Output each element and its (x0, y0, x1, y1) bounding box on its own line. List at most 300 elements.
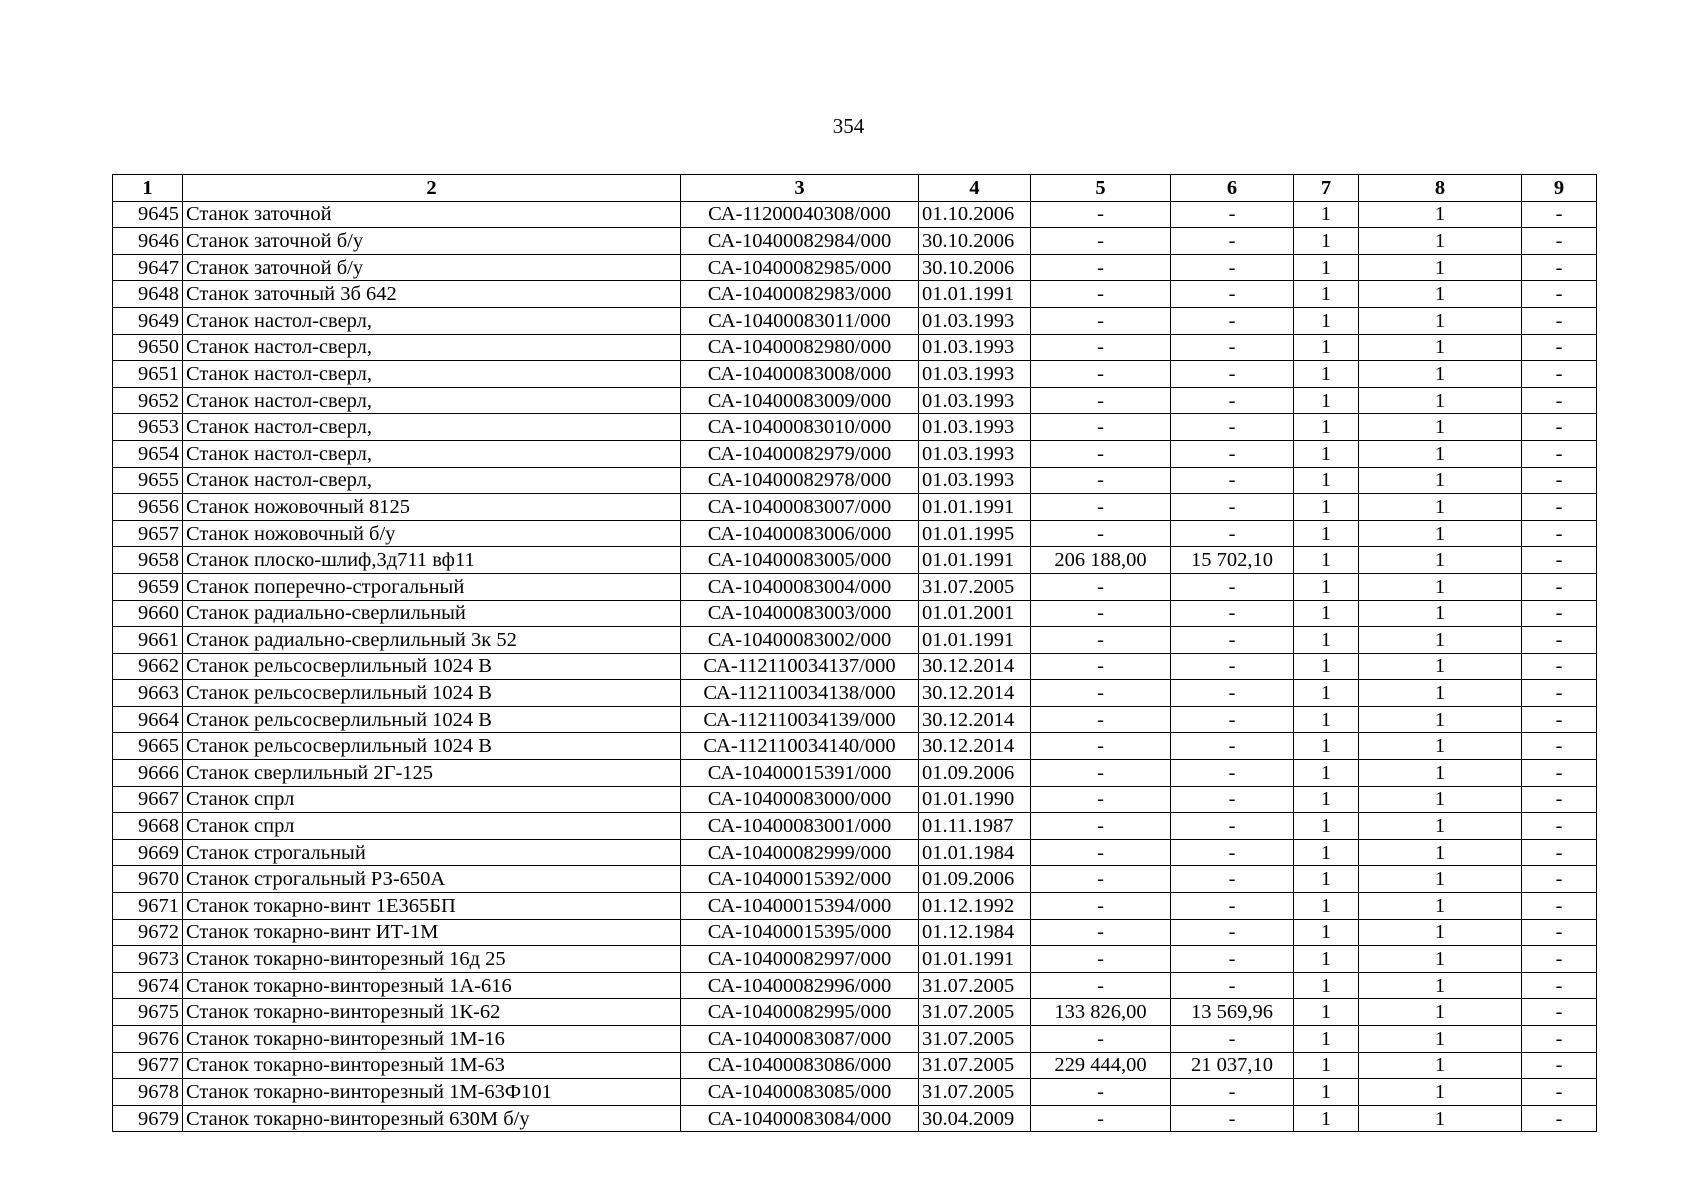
column-header-2: 2 (183, 175, 681, 202)
row-number-cell: 9675 (113, 999, 183, 1026)
item-name-cell: Станок поперечно-строгальный (183, 573, 681, 600)
inventory-code-cell: СА-10400082985/000 (681, 254, 919, 281)
row-number-cell: 9668 (113, 813, 183, 840)
table-row (113, 706, 1597, 733)
item-name-cell: Станок токарно-винт 1Е365БП (183, 893, 681, 920)
row-number-cell: 9674 (113, 972, 183, 999)
value-7-cell: 1 (1294, 414, 1359, 441)
table-row (113, 733, 1597, 760)
row-number-cell: 9648 (113, 281, 183, 308)
row-number-cell: 9664 (113, 706, 183, 733)
value-6-cell: - (1171, 414, 1294, 441)
date-cell: 01.01.1991 (919, 281, 1031, 308)
table-row (113, 627, 1597, 654)
column-header-3: 3 (681, 175, 919, 202)
date-cell: 30.12.2014 (919, 653, 1031, 680)
value-6-cell: - (1171, 440, 1294, 467)
value-5-cell: - (1031, 946, 1171, 973)
item-name-cell: Станок рельсосверлильный 1024 В (183, 653, 681, 680)
table-row (113, 680, 1597, 707)
value-9-cell: - (1522, 1105, 1597, 1132)
value-9-cell: - (1522, 760, 1597, 787)
date-cell: 31.07.2005 (919, 972, 1031, 999)
date-cell: 01.03.1993 (919, 307, 1031, 334)
inventory-code-cell: СА-10400083003/000 (681, 600, 919, 627)
value-8-cell: 1 (1359, 387, 1522, 414)
value-8-cell: 1 (1359, 946, 1522, 973)
table-row (113, 653, 1597, 680)
item-name-cell: Станок радиально-сверлильный (183, 600, 681, 627)
table-row (113, 919, 1597, 946)
value-5-cell: - (1031, 786, 1171, 813)
value-8-cell: 1 (1359, 999, 1522, 1026)
row-number-cell: 9655 (113, 467, 183, 494)
table-row (113, 440, 1597, 467)
table-row (113, 387, 1597, 414)
value-5-cell: 133 826,00 (1031, 999, 1171, 1026)
value-8-cell: 1 (1359, 680, 1522, 707)
inventory-code-cell: СА-10400015395/000 (681, 919, 919, 946)
row-number-cell: 9659 (113, 573, 183, 600)
date-cell: 01.01.1991 (919, 494, 1031, 521)
table-row (113, 946, 1597, 973)
item-name-cell: Станок заточной (183, 201, 681, 228)
item-name-cell: Станок настол-сверл, (183, 334, 681, 361)
value-9-cell: - (1522, 494, 1597, 521)
table-row (113, 334, 1597, 361)
value-7-cell: 1 (1294, 627, 1359, 654)
value-9-cell: - (1522, 680, 1597, 707)
row-number-cell: 9662 (113, 653, 183, 680)
inventory-code-cell: СА-112110034138/000 (681, 680, 919, 707)
page-number: 354 (832, 114, 865, 138)
value-6-cell: - (1171, 600, 1294, 627)
column-header-4: 4 (919, 175, 1031, 202)
item-name-cell: Станок токарно-винт ИТ-1М (183, 919, 681, 946)
date-cell: 30.10.2006 (919, 254, 1031, 281)
value-6-cell: 21 037,10 (1171, 1052, 1294, 1079)
value-6-cell: - (1171, 946, 1294, 973)
table-row (113, 1079, 1597, 1106)
value-8-cell: 1 (1359, 467, 1522, 494)
value-5-cell: - (1031, 494, 1171, 521)
value-5-cell: - (1031, 972, 1171, 999)
row-number-cell: 9653 (113, 414, 183, 441)
value-8-cell: 1 (1359, 228, 1522, 255)
value-6-cell: - (1171, 706, 1294, 733)
inventory-code-cell: СА-10400082997/000 (681, 946, 919, 973)
value-7-cell: 1 (1294, 706, 1359, 733)
inventory-code-cell: СА-10400083008/000 (681, 361, 919, 388)
row-number-cell: 9677 (113, 1052, 183, 1079)
inventory-code-cell: СА-10400015394/000 (681, 893, 919, 920)
value-7-cell: 1 (1294, 1079, 1359, 1106)
value-5-cell: 229 444,00 (1031, 1052, 1171, 1079)
table-row (113, 467, 1597, 494)
value-5-cell: - (1031, 281, 1171, 308)
value-9-cell: - (1522, 228, 1597, 255)
item-name-cell: Станок токарно-винторезный 1М-63Ф101 (183, 1079, 681, 1106)
value-6-cell: - (1171, 680, 1294, 707)
row-number-cell: 9657 (113, 520, 183, 547)
date-cell: 01.09.2006 (919, 760, 1031, 787)
value-7-cell: 1 (1294, 254, 1359, 281)
inventory-code-cell: СА-10400082999/000 (681, 839, 919, 866)
item-name-cell: Станок токарно-винторезный 1К-62 (183, 999, 681, 1026)
value-9-cell: - (1522, 573, 1597, 600)
value-9-cell: - (1522, 919, 1597, 946)
value-7-cell: 1 (1294, 547, 1359, 574)
date-cell: 01.01.1991 (919, 547, 1031, 574)
value-6-cell: - (1171, 307, 1294, 334)
value-9-cell: - (1522, 281, 1597, 308)
inventory-code-cell: СА-10400083011/000 (681, 307, 919, 334)
value-5-cell: - (1031, 653, 1171, 680)
value-5-cell: - (1031, 254, 1171, 281)
date-cell: 30.12.2014 (919, 680, 1031, 707)
date-cell: 31.07.2005 (919, 573, 1031, 600)
table-body (113, 201, 1597, 1132)
table-row (113, 494, 1597, 521)
inventory-code-cell: СА-10400083006/000 (681, 520, 919, 547)
item-name-cell: Станок настол-сверл, (183, 307, 681, 334)
inventory-code-cell: СА-10400082984/000 (681, 228, 919, 255)
date-cell: 01.03.1993 (919, 414, 1031, 441)
inventory-code-cell: СА-10400015392/000 (681, 866, 919, 893)
value-9-cell: - (1522, 334, 1597, 361)
item-name-cell: Станок спрл (183, 813, 681, 840)
row-number-cell: 9663 (113, 680, 183, 707)
value-7-cell: 1 (1294, 1052, 1359, 1079)
value-9-cell: - (1522, 786, 1597, 813)
inventory-code-cell: СА-112110034139/000 (681, 706, 919, 733)
inventory-code-cell: СА-10400082979/000 (681, 440, 919, 467)
value-5-cell: - (1031, 893, 1171, 920)
item-name-cell: Станок токарно-винторезный 630М б/у (183, 1105, 681, 1132)
row-number-cell: 9650 (113, 334, 183, 361)
date-cell: 01.09.2006 (919, 866, 1031, 893)
item-name-cell: Станок ножовочный 8125 (183, 494, 681, 521)
value-5-cell: - (1031, 387, 1171, 414)
item-name-cell: Станок рельсосверлильный 1024 В (183, 706, 681, 733)
inventory-code-cell: СА-10400082995/000 (681, 999, 919, 1026)
row-number-cell: 9666 (113, 760, 183, 787)
row-number-cell: 9667 (113, 786, 183, 813)
value-7-cell: 1 (1294, 866, 1359, 893)
value-9-cell: - (1522, 946, 1597, 973)
value-9-cell: - (1522, 547, 1597, 574)
value-6-cell: 15 702,10 (1171, 547, 1294, 574)
item-name-cell: Станок настол-сверл, (183, 467, 681, 494)
value-8-cell: 1 (1359, 1079, 1522, 1106)
date-cell: 31.07.2005 (919, 999, 1031, 1026)
value-7-cell: 1 (1294, 494, 1359, 521)
value-7-cell: 1 (1294, 1026, 1359, 1053)
value-5-cell: - (1031, 760, 1171, 787)
value-5-cell: - (1031, 680, 1171, 707)
item-name-cell: Станок спрл (183, 786, 681, 813)
row-number-cell: 9651 (113, 361, 183, 388)
item-name-cell: Станок ножовочный б/у (183, 520, 681, 547)
value-8-cell: 1 (1359, 653, 1522, 680)
value-6-cell: 13 569,96 (1171, 999, 1294, 1026)
value-8-cell: 1 (1359, 361, 1522, 388)
row-number-cell: 9669 (113, 839, 183, 866)
row-number-cell: 9665 (113, 733, 183, 760)
inventory-code-cell: СА-10400082996/000 (681, 972, 919, 999)
value-5-cell: - (1031, 706, 1171, 733)
date-cell: 30.04.2009 (919, 1105, 1031, 1132)
value-7-cell: 1 (1294, 680, 1359, 707)
value-7-cell: 1 (1294, 786, 1359, 813)
value-5-cell: - (1031, 733, 1171, 760)
value-7-cell: 1 (1294, 919, 1359, 946)
item-name-cell: Станок настол-сверл, (183, 414, 681, 441)
value-6-cell: - (1171, 760, 1294, 787)
value-6-cell: - (1171, 361, 1294, 388)
inventory-code-cell: СА-112110034137/000 (681, 653, 919, 680)
value-9-cell: - (1522, 653, 1597, 680)
value-7-cell: 1 (1294, 307, 1359, 334)
table-row (113, 1105, 1597, 1132)
value-7-cell: 1 (1294, 600, 1359, 627)
column-header-1: 1 (113, 175, 183, 202)
item-name-cell: Станок заточный 3б 642 (183, 281, 681, 308)
item-name-cell: Станок заточной б/у (183, 228, 681, 255)
row-number-cell: 9660 (113, 600, 183, 627)
item-name-cell: Станок настол-сверл, (183, 440, 681, 467)
value-6-cell: - (1171, 520, 1294, 547)
value-6-cell: - (1171, 627, 1294, 654)
value-5-cell: - (1031, 414, 1171, 441)
table-row (113, 893, 1597, 920)
value-8-cell: 1 (1359, 201, 1522, 228)
item-name-cell: Станок токарно-винторезный 1М-63 (183, 1052, 681, 1079)
value-6-cell: - (1171, 1105, 1294, 1132)
date-cell: 01.01.2001 (919, 600, 1031, 627)
value-6-cell: - (1171, 786, 1294, 813)
table-row (113, 414, 1597, 441)
item-name-cell: Станок строгальный (183, 839, 681, 866)
inventory-code-cell: СА-10400083086/000 (681, 1052, 919, 1079)
table-row (113, 1052, 1597, 1079)
value-5-cell: - (1031, 334, 1171, 361)
inventory-code-cell: СА-10400083009/000 (681, 387, 919, 414)
table-row (113, 307, 1597, 334)
value-6-cell: - (1171, 254, 1294, 281)
value-7-cell: 1 (1294, 839, 1359, 866)
date-cell: 01.03.1993 (919, 361, 1031, 388)
value-9-cell: - (1522, 999, 1597, 1026)
value-9-cell: - (1522, 467, 1597, 494)
value-8-cell: 1 (1359, 919, 1522, 946)
value-9-cell: - (1522, 414, 1597, 441)
value-8-cell: 1 (1359, 733, 1522, 760)
table-row (113, 547, 1597, 574)
value-9-cell: - (1522, 627, 1597, 654)
table-header-row (113, 175, 1597, 202)
value-9-cell: - (1522, 520, 1597, 547)
inventory-code-cell: СА-10400083007/000 (681, 494, 919, 521)
value-6-cell: - (1171, 813, 1294, 840)
value-6-cell: - (1171, 653, 1294, 680)
column-header-9: 9 (1522, 175, 1597, 202)
date-cell: 01.03.1993 (919, 387, 1031, 414)
inventory-code-cell: СА-10400083087/000 (681, 1026, 919, 1053)
value-5-cell: - (1031, 307, 1171, 334)
date-cell: 01.03.1993 (919, 467, 1031, 494)
date-cell: 30.12.2014 (919, 733, 1031, 760)
row-number-cell: 9676 (113, 1026, 183, 1053)
value-9-cell: - (1522, 1026, 1597, 1053)
value-5-cell: - (1031, 467, 1171, 494)
table-row (113, 999, 1597, 1026)
table-row (113, 361, 1597, 388)
value-7-cell: 1 (1294, 1105, 1359, 1132)
date-cell: 01.12.1984 (919, 919, 1031, 946)
value-8-cell: 1 (1359, 866, 1522, 893)
value-6-cell: - (1171, 334, 1294, 361)
column-header-5: 5 (1031, 175, 1171, 202)
value-6-cell: - (1171, 467, 1294, 494)
date-cell: 31.07.2005 (919, 1052, 1031, 1079)
table-row (113, 281, 1597, 308)
value-9-cell: - (1522, 972, 1597, 999)
table-row (113, 573, 1597, 600)
value-7-cell: 1 (1294, 999, 1359, 1026)
date-cell: 01.01.1991 (919, 946, 1031, 973)
table-row (113, 1026, 1597, 1053)
table-row (113, 839, 1597, 866)
value-8-cell: 1 (1359, 254, 1522, 281)
date-cell: 01.10.2006 (919, 201, 1031, 228)
value-5-cell: - (1031, 361, 1171, 388)
value-7-cell: 1 (1294, 520, 1359, 547)
value-7-cell: 1 (1294, 573, 1359, 600)
value-5-cell: - (1031, 201, 1171, 228)
row-number-cell: 9654 (113, 440, 183, 467)
row-number-cell: 9645 (113, 201, 183, 228)
row-number-cell: 9661 (113, 627, 183, 654)
value-5-cell: - (1031, 839, 1171, 866)
item-name-cell: Станок токарно-винторезный 1М-16 (183, 1026, 681, 1053)
value-7-cell: 1 (1294, 361, 1359, 388)
value-6-cell: - (1171, 893, 1294, 920)
value-5-cell: - (1031, 228, 1171, 255)
value-8-cell: 1 (1359, 1105, 1522, 1132)
value-9-cell: - (1522, 733, 1597, 760)
date-cell: 01.01.1995 (919, 520, 1031, 547)
inventory-code-cell: СА-10400083005/000 (681, 547, 919, 574)
value-9-cell: - (1522, 839, 1597, 866)
value-7-cell: 1 (1294, 387, 1359, 414)
inventory-code-cell: СА-10400083001/000 (681, 813, 919, 840)
value-8-cell: 1 (1359, 760, 1522, 787)
value-5-cell: - (1031, 1079, 1171, 1106)
value-8-cell: 1 (1359, 893, 1522, 920)
row-number-cell: 9649 (113, 307, 183, 334)
inventory-code-cell: СА-10400083004/000 (681, 573, 919, 600)
value-8-cell: 1 (1359, 1026, 1522, 1053)
column-header-8: 8 (1359, 175, 1522, 202)
value-9-cell: - (1522, 1079, 1597, 1106)
value-6-cell: - (1171, 201, 1294, 228)
value-6-cell: - (1171, 733, 1294, 760)
column-header-7: 7 (1294, 175, 1359, 202)
inventory-table (112, 174, 1597, 1132)
value-7-cell: 1 (1294, 467, 1359, 494)
item-name-cell: Станок токарно-винторезный 16д 25 (183, 946, 681, 973)
column-header-6: 6 (1171, 175, 1294, 202)
value-7-cell: 1 (1294, 334, 1359, 361)
value-8-cell: 1 (1359, 494, 1522, 521)
value-8-cell: 1 (1359, 414, 1522, 441)
value-8-cell: 1 (1359, 839, 1522, 866)
inventory-code-cell: СА-10400083000/000 (681, 786, 919, 813)
inventory-code-cell: СА-10400083010/000 (681, 414, 919, 441)
date-cell: 31.07.2005 (919, 1026, 1031, 1053)
table-row (113, 813, 1597, 840)
value-9-cell: - (1522, 440, 1597, 467)
inventory-code-cell: СА-10400083085/000 (681, 1079, 919, 1106)
value-8-cell: 1 (1359, 600, 1522, 627)
item-name-cell: Станок заточной б/у (183, 254, 681, 281)
item-name-cell: Станок настол-сверл, (183, 387, 681, 414)
table-row (113, 600, 1597, 627)
table-row (113, 254, 1597, 281)
value-5-cell: - (1031, 1105, 1171, 1132)
table-row (113, 760, 1597, 787)
item-name-cell: Станок токарно-винторезный 1А-616 (183, 972, 681, 999)
value-5-cell: - (1031, 520, 1171, 547)
value-5-cell: - (1031, 440, 1171, 467)
value-7-cell: 1 (1294, 813, 1359, 840)
value-7-cell: 1 (1294, 972, 1359, 999)
value-7-cell: 1 (1294, 733, 1359, 760)
row-number-cell: 9670 (113, 866, 183, 893)
inventory-code-cell: СА-10400083002/000 (681, 627, 919, 654)
inventory-code-cell: СА-11200040308/000 (681, 201, 919, 228)
value-5-cell: - (1031, 813, 1171, 840)
row-number-cell: 9672 (113, 919, 183, 946)
value-9-cell: - (1522, 361, 1597, 388)
value-9-cell: - (1522, 600, 1597, 627)
date-cell: 30.10.2006 (919, 228, 1031, 255)
item-name-cell: Станок настол-сверл, (183, 361, 681, 388)
item-name-cell: Станок радиально-сверлильный 3к 52 (183, 627, 681, 654)
date-cell: 01.11.1987 (919, 813, 1031, 840)
value-7-cell: 1 (1294, 946, 1359, 973)
row-number-cell: 9656 (113, 494, 183, 521)
inventory-code-cell: СА-10400082980/000 (681, 334, 919, 361)
table-row (113, 520, 1597, 547)
row-number-cell: 9652 (113, 387, 183, 414)
value-8-cell: 1 (1359, 573, 1522, 600)
value-7-cell: 1 (1294, 760, 1359, 787)
value-7-cell: 1 (1294, 281, 1359, 308)
value-8-cell: 1 (1359, 786, 1522, 813)
value-8-cell: 1 (1359, 972, 1522, 999)
item-name-cell: Станок плоско-шлиф,3д711 вф11 (183, 547, 681, 574)
value-5-cell: - (1031, 866, 1171, 893)
date-cell: 01.03.1993 (919, 440, 1031, 467)
table-row (113, 201, 1597, 228)
value-9-cell: - (1522, 706, 1597, 733)
value-7-cell: 1 (1294, 653, 1359, 680)
value-7-cell: 1 (1294, 201, 1359, 228)
date-cell: 01.01.1990 (919, 786, 1031, 813)
item-name-cell: Станок строгальный РЗ-650А (183, 866, 681, 893)
